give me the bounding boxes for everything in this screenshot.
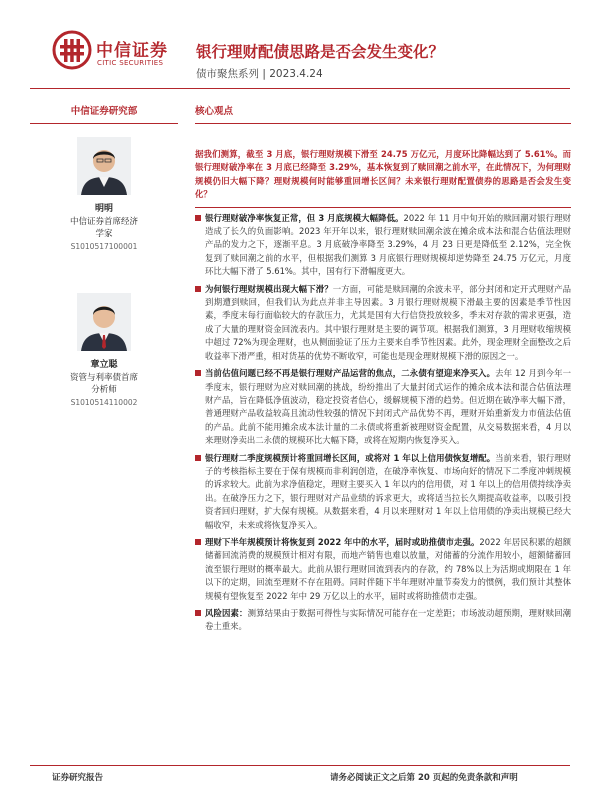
report-title: 银行理财配债思路是否会发生变化？ — [196, 43, 445, 61]
subtitle-separator: | — [262, 68, 266, 80]
bullet-square-icon — [195, 455, 201, 461]
institute-label: 中信证券研究部 — [30, 103, 178, 124]
report-subtitle — [196, 66, 323, 81]
bullet-point — [195, 607, 571, 634]
bullet-body: 一方面，可能是赎回潮的余波未平，部分封闭和定开式理财产品到期遭到赎回，但我们认为此点并非主导因素。3 月银行理财规模下滑最主要的因素是季节性因素，季度末每行面临较大的存款压力，尤其是国有大行信贷投放较多，季末对存款的需求更强，造成了大量的理财资金回流表内。其中银行理财是主要的调节项。根据我们测算，3 月理财收缩规模中超过 72%为现金理财，也从侧面验证了压力主要来自季节性因素。此外，现金理财全面整改之后收益率下滑严重，相对货基的优势不断收窄，可能也是现金理财规模下滑的原因之一。 — [205, 283, 572, 361]
bullet-body: 2022 年居民积累的超额储蓄回流消费的规模预计相对有限，而地产销售也难以放量，对储蓄的分流作用较小，超额储蓄回流至银行理财的概率最大。此前从银行理财回流到表内的存款，约 78%以上为活期或期限在 1 年以下的定期，回流至理财不存在阻碍。同时伴随下半年理财冲量节奏发力的惯例，我们预计其整体规模有望恢复至 2022 年中 29 万亿以上的水平，届时或将助推债市走强。 — [205, 536, 571, 601]
bullet-point — [195, 452, 571, 532]
citic-logo-icon — [52, 30, 92, 70]
analyst-title: 中信证券首席经济 — [69, 217, 138, 227]
bullet-body: 去年 12 月到今年一季度末，银行理财为应对赎回潮的挑战，纷纷推出了大量封闭式运作的摊余成本法和混合估值法理财产品，旨在降低净值波动，稳定投资者信心，缓解规模下滑的趋势。但近期在破净率大幅下滑，普通理财产品收益较高且流动性较强的情况下封闭式产品优势不再，理财开始重新发力市值法估值的产品。此前不能用摊余成本法计量的二永债或将重新被理财资金配置，从交易数据来看，4 月以来理财净卖出二永债的规模环比大幅下降，或将在短期内恢复净买入。 — [205, 368, 571, 446]
bullet-lead: 银行理财破净率恢复正常，但 3 月底规模大幅降低。 — [205, 212, 404, 223]
analyst-photo-icon — [77, 293, 131, 351]
analyst-card — [30, 137, 178, 253]
analyst-license-id: S1010514110002 — [70, 398, 138, 407]
bullet-square-icon — [195, 286, 201, 292]
analyst-sidebar — [30, 103, 178, 407]
bullet-point — [195, 536, 571, 603]
bullet-lead: 理财下半年规模预计将恢复到 2022 年中的水平，届时或助推债市走强。 — [205, 536, 480, 547]
bullet-point — [195, 212, 571, 279]
bullet-body: 2022 年 11 月中旬开始的赎回潮对银行理财造成了长久的负面影响。2023 年开年以来，银行理财赎回潮余波在摊余成本法和混合估值法理财产品的发力之下，逐渐平息。3 月底破净率降至 3.29%，4 月 23 日更是降低至 2.12%，完全恢复到了赎回潮之前的水平，但根据我们测算 3 月底银行理财规模却逆势降至 24.75 万亿元，月度环比大幅下滑了 5.61%。其中，国有行下滑幅度更大。 — [205, 212, 571, 277]
analyst-photo-icon — [77, 137, 131, 195]
bullet-lead: 为何银行理财规模出现大幅下滑？ — [205, 283, 333, 294]
bullet-square-icon — [195, 539, 201, 545]
bullet-square-icon — [195, 215, 201, 221]
footer-divider — [30, 765, 570, 766]
abstract-divider — [195, 207, 571, 208]
report-header — [0, 0, 600, 92]
core-views-section — [195, 103, 571, 634]
footer-report-type: 证券研究报告 — [52, 773, 104, 783]
analyst-title-cont: 学家 — [95, 229, 113, 239]
analyst-license-id: S1010517100001 — [70, 242, 138, 251]
header-divider — [30, 88, 570, 89]
section-label: 核心观点 — [195, 103, 571, 124]
bullet-lead: 风险因素： — [205, 608, 248, 618]
report-date: 2023.4.24 — [269, 68, 323, 80]
analyst-name: 章立聪 — [90, 360, 118, 370]
logo-text-cn: 中信证券 — [96, 41, 168, 61]
logo-text-en: CITIC SECURITIES — [97, 59, 164, 67]
bullet-square-icon — [195, 370, 201, 376]
footer-disclaimer: 请务必阅读正文之后第 20 页起的免责条款和声明 — [330, 773, 518, 783]
bullet-point — [195, 283, 571, 363]
citic-logo — [52, 30, 192, 78]
bullet-body: 当前来看，银行理财子的考核指标主要在于保有规模而非利润创造，在破净率恢复、市场向好的情况下二季度冲刺规模的诉求较大。此前为求净值稳定，理财主要买入 1 年以内的信用债，对 1 年以上的信用债持续净卖出。在破净压力之下，银行理财对产品业绩的诉求更大，或将适当拉长久期提高收益率，以吸引投资者回归理财，扩大保有规模。从数据来看，4 月以来理财对 1 年以上信用债的净卖出规模已经大幅收窄，未来或将恢复净买入。 — [205, 452, 572, 530]
abstract-paragraph: 据我们测算，截至 3 月底，银行理财规模下滑至 24.75 万亿元，月度环比降幅达到了 5.61%。而银行理财破净率在 3 月底已经降至 3.29%，基本恢复到了赎回潮之前水平，在此情况下，为何理财规模仍旧大幅下降？理财规模何时能够重回增长区间？未来银行理财配置债券的思路是否会发生变化？ — [195, 149, 571, 200]
analyst-title: 资管与利率债首席 — [69, 373, 138, 383]
bullet-point — [195, 367, 571, 447]
bullet-square-icon — [195, 610, 201, 616]
bullet-body: 测算结果由于数据可得性与实际情况可能存在一定差距；市场波动超预期，理财赎回潮卷土重来。 — [205, 608, 572, 632]
bullet-lead: 银行理财二季度规模预计将重回增长区间，或将对 1 年以上信用债恢复增配。 — [205, 452, 496, 463]
analyst-title-cont: 分析师 — [91, 385, 117, 395]
bullet-lead: 当前估值问题已经不再是银行理财产品运营的焦点，二永债有望迎来净买入。 — [205, 368, 496, 379]
analyst-card — [30, 293, 178, 409]
series-name: 债市聚焦系列 — [196, 68, 259, 80]
analyst-name: 明明 — [94, 204, 113, 214]
